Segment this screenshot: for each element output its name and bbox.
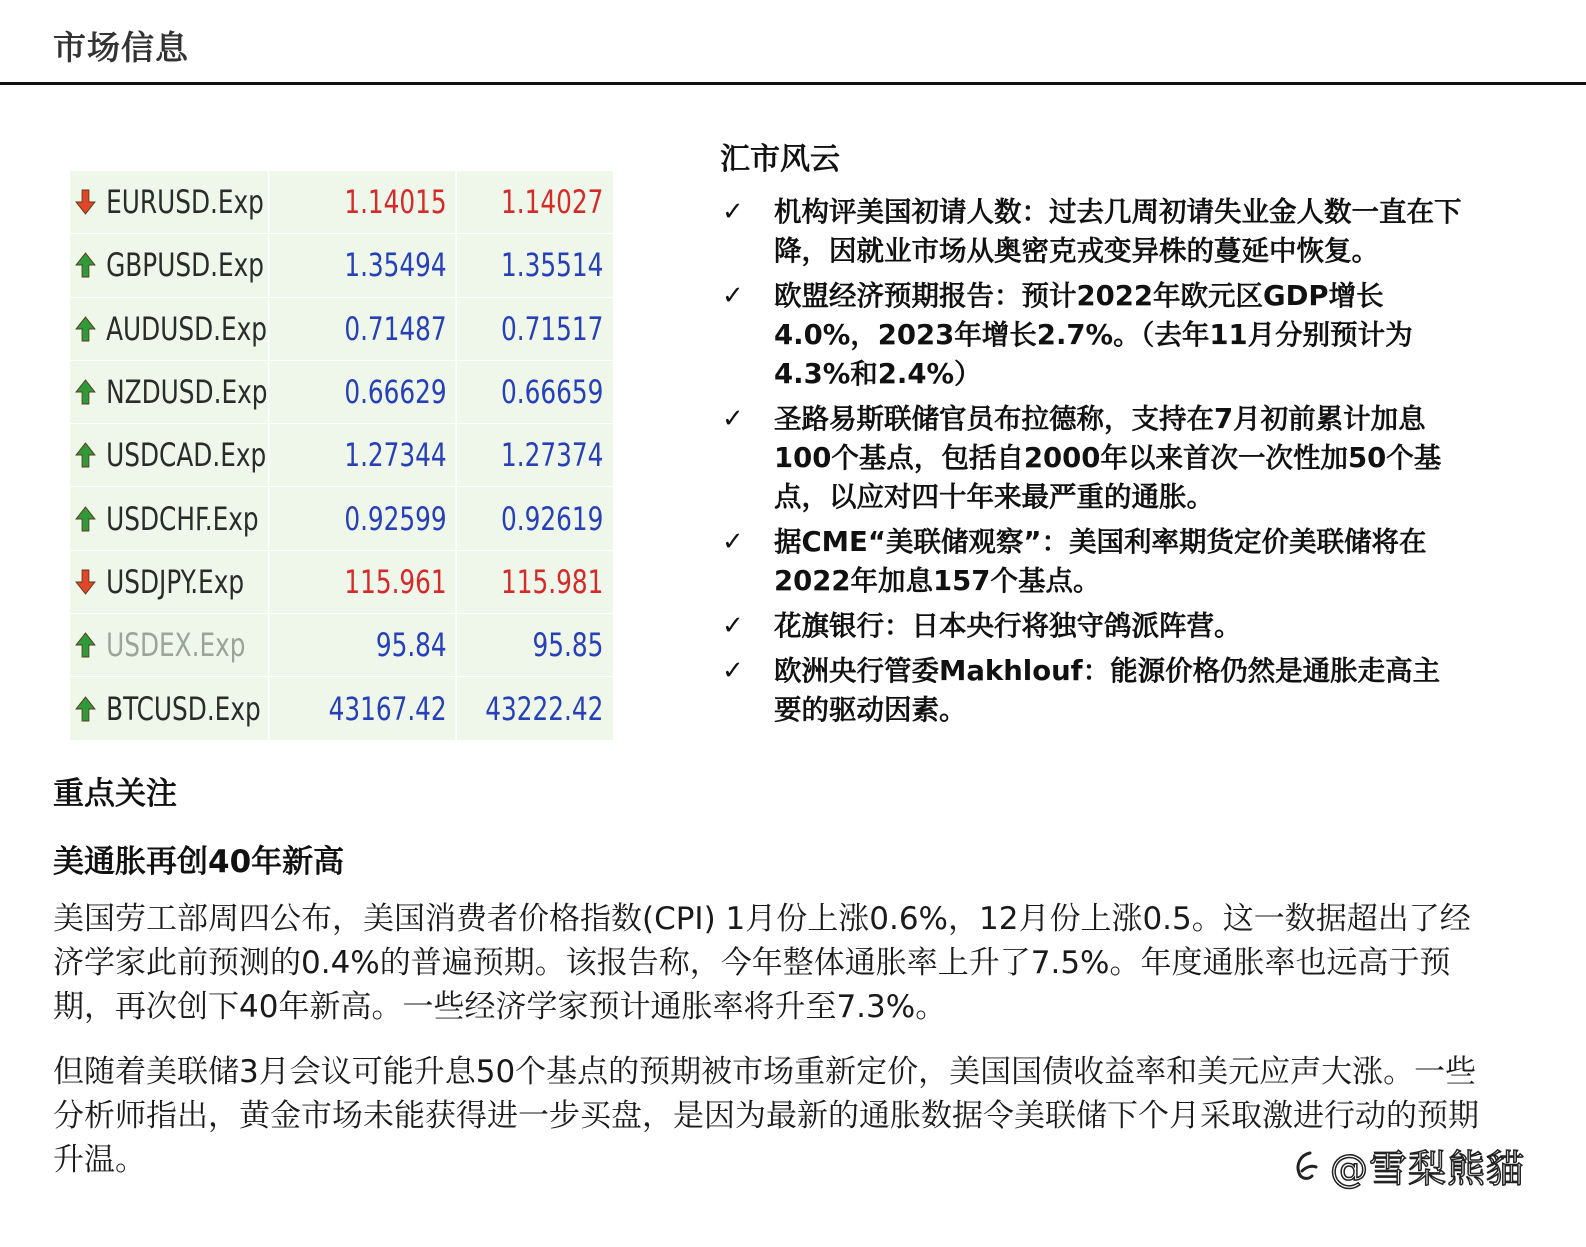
up-arrow-icon [75,631,96,659]
quote-symbol-cell [70,424,270,486]
check-mark-icon: ✓ [722,404,744,434]
down-arrow-icon [75,568,96,596]
check-mark-icon: ✓ [722,197,744,227]
quote-table [70,171,613,741]
quote-ask: 0.92619 [501,499,604,538]
quote-symbol-cell [70,234,270,296]
focus-headline: 美通胀再创40年新高 [53,844,345,880]
check-mark-icon: ✓ [722,281,744,311]
page-header [0,0,1586,85]
fx-news-item [720,277,1464,394]
up-arrow-icon [75,441,96,469]
fx-news-text: 欧洲央行管委Makhlouf：能源价格仍然是通胀走高主要的驱动因素。 [774,655,1441,726]
fx-section-title: 汇市风云 [720,142,840,177]
fx-news-text: 欧盟经济预期报告：预计2022年欧元区GDP增长4.0%，2023年增长2.7%。（去年11月分别预计为4.3%和2.4%） [774,280,1413,390]
quote-row[interactable] [70,487,613,550]
up-arrow-icon [75,251,96,279]
quote-symbol-cell [70,677,270,739]
fx-news-item [720,607,1464,646]
quote-symbol: USDCHF.Exp [106,499,259,538]
quote-symbol-cell [70,298,270,360]
fx-news-item [720,400,1464,517]
up-arrow-icon [75,315,96,343]
quote-bid: 95.84 [324,614,457,676]
check-mark-icon: ✓ [722,611,744,641]
fx-news-text: 花旗银行：日本央行将独守鸽派阵营。 [774,610,1242,642]
quote-ask: 0.66659 [501,373,604,412]
quote-bid: 0.66629 [324,361,457,423]
quote-row[interactable] [70,171,613,234]
watermark [1290,1138,1525,1193]
up-arrow-icon [75,378,96,406]
quote-row[interactable] [70,298,613,361]
quote-symbol: USDEX.Exp [106,626,246,665]
quote-bid: 1.27344 [324,424,457,486]
quote-ask: 43222.42 [485,689,604,728]
quote-ask: 95.85 [532,626,604,665]
down-arrow-icon [75,188,96,216]
focus-paragraph: 但随着美联储3月会议可能升息50个基点的预期被市场重新定价，美国国债收益率和美元应声大涨。一些分析师指出，黄金市场未能获得进一步买盘，是因为最新的通胀数据令美联储下个月采取激进行动的预期升温。 [53,1054,1479,1178]
quote-bid: 43167.42 [324,677,457,739]
fx-news-list [720,193,1480,736]
quote-bid: 115.961 [324,551,457,613]
quote-row[interactable] [70,551,613,614]
fx-news-text: 据CME“美联储观察”：美国利率期货定价美联储将在2022年加息157个基点。 [774,526,1427,597]
focus-section-title: 重点关注 [53,776,177,812]
fx-news-text: 圣路易斯联储官员布拉德称，支持在7月初前累计加息100个基点，包括自2000年以来首次一次性加50个基点，以应对四十年来最严重的通胀。 [774,403,1442,513]
quote-symbol: AUDUSD.Exp [106,309,268,348]
quote-row[interactable] [70,424,613,487]
quote-symbol-cell [70,614,270,676]
quote-symbol-cell [70,171,270,233]
quote-bid: 1.14015 [324,171,457,233]
quote-symbol-cell [70,551,270,613]
quote-ask: 1.27374 [501,436,604,475]
fx-news-item [720,652,1464,730]
quote-symbol: GBPUSD.Exp [106,246,265,285]
quote-row[interactable] [70,677,613,740]
quote-symbol: EURUSD.Exp [106,183,264,222]
quote-row[interactable] [70,361,613,424]
focus-paragraph: 美国劳工部周四公布，美国消费者价格指数(CPI) 1月份上涨0.6%，12月份上涨0.5。这一数据超出了经济学家此前预测的0.4%的普遍预期。该报告称，今年整体通胀率上升了7.5%。年度通胀率也远高于预期，再次创下40年新高。一些经济学家预计通胀率将升至7.3%。 [53,901,1471,1025]
quote-ask: 115.981 [501,562,604,601]
quote-symbol: BTCUSD.Exp [106,689,261,728]
fx-news-item [720,523,1464,601]
quote-symbol-cell [70,361,270,423]
quote-bid: 0.71487 [324,298,457,360]
check-mark-icon: ✓ [722,527,744,557]
fx-news-text: 机构评美国初请人数：过去几周初请失业金人数一直在下降，因就业市场从奥密克戎变异株的蔓延中恢复。 [774,196,1462,267]
quote-row[interactable] [70,234,613,297]
watermark-text: @雪梨熊貓 [1330,1147,1526,1191]
quote-symbol: USDCAD.Exp [106,436,267,475]
check-mark-icon: ✓ [722,656,744,686]
up-arrow-icon [75,505,96,533]
page-title: 市场信息 [53,28,189,67]
quote-bid: 1.35494 [324,234,457,296]
quote-ask: 0.71517 [501,309,604,348]
fx-news-item [720,193,1464,271]
quote-symbol-cell [70,487,270,549]
quote-row[interactable] [70,614,613,677]
quote-ask: 1.14027 [501,183,604,222]
quote-symbol: NZDUSD.Exp [106,373,268,412]
snowball-logo-icon [1290,1149,1324,1183]
up-arrow-icon [75,695,96,723]
quote-bid: 0.92599 [324,487,457,549]
quote-symbol: USDJPY.Exp [106,562,245,601]
quote-ask: 1.35514 [501,246,604,285]
